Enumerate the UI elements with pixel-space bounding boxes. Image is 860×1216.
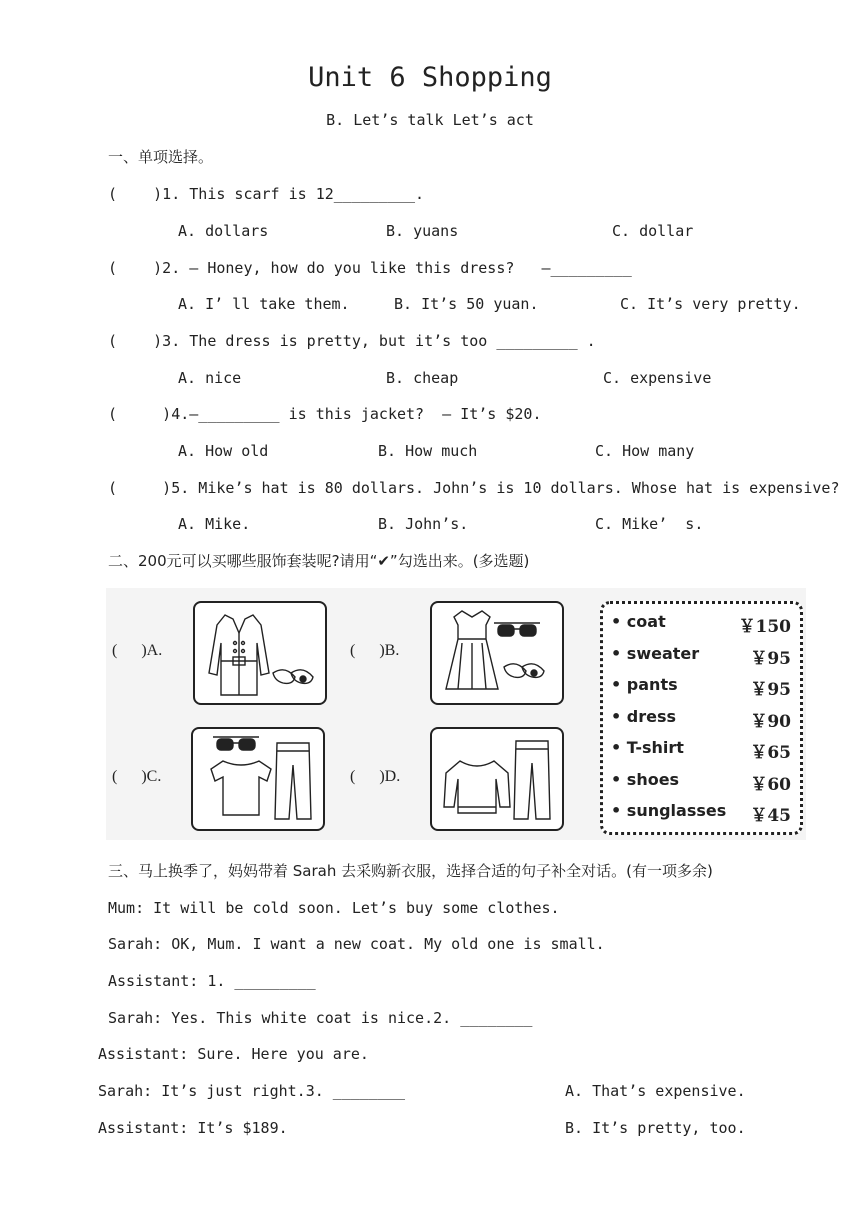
- choice-a-label: ( )A.: [112, 642, 163, 659]
- price-row-coat: [611, 612, 791, 642]
- dress-sunglasses-shoes-illustration: [432, 603, 562, 703]
- question-4-option-c: C. How many: [595, 442, 695, 460]
- question-1-option-a: A. dollars: [178, 222, 269, 240]
- question-3-stem: ( )3. The dress is pretty, but it’s too _________ .: [108, 332, 596, 350]
- page-title: Unit 6 Shopping: [308, 62, 552, 93]
- choice-d-picture: [430, 727, 564, 831]
- question-1-option-b: B. yuans: [386, 222, 459, 240]
- price-item-value: ￥65: [750, 743, 791, 763]
- price-item-name: • dress: [611, 707, 677, 726]
- question-2-option-c: C. It’s very pretty.: [620, 295, 801, 313]
- dialogue-line-4: Sarah: Yes. This white coat is nice.2. ________: [108, 1009, 533, 1027]
- question-5-option-c: C. Mike’ s.: [595, 515, 704, 533]
- question-5-stem: ( )5. Mike’s hat is 80 dollars. John’s is 10 dollars. Whose hat is expensive?: [108, 479, 840, 497]
- price-item-value: ￥45: [750, 806, 791, 826]
- price-row-pants: [611, 675, 791, 705]
- dialogue-line-2: Sarah: OK, Mum. I want a new coat. My old one is small.: [108, 935, 605, 953]
- price-row-dress: [611, 707, 791, 737]
- section1-heading: 一、单项选择。: [108, 148, 214, 166]
- price-item-name: • pants: [611, 675, 678, 694]
- question-1-stem: ( )1. This scarf is 12_________.: [108, 185, 425, 203]
- answer-option-a: A. That’s expensive.: [565, 1082, 746, 1100]
- choice-d-label: ( )D.: [350, 768, 401, 785]
- price-row-shoes: [611, 770, 791, 800]
- section3-heading: 三、马上换季了，妈妈带着 Sarah 去采购新衣服，选择合适的句子补全对话。(有一项多余): [108, 862, 713, 880]
- choice-c-picture: [191, 727, 325, 831]
- price-item-name: • coat: [611, 612, 666, 631]
- question-3-option-b: B. cheap: [386, 369, 459, 387]
- sunglasses-tshirt-pants-illustration: [193, 729, 323, 829]
- price-item-value: ￥90: [750, 712, 791, 732]
- choice-a-picture: [193, 601, 327, 705]
- price-row-tshirt: [611, 738, 791, 768]
- page-subtitle: B. Let’s talk Let’s act: [326, 111, 534, 129]
- question-4-stem: ( )4.—_________ is this jacket? — It’s $20.: [108, 405, 542, 423]
- choice-b-label: ( )B.: [350, 642, 400, 659]
- price-item-name: • sunglasses: [611, 801, 727, 820]
- dialogue-line-5: Assistant: Sure. Here you are.: [98, 1045, 369, 1063]
- section2-heading: 二、200元可以买哪些服饰套装呢?请用“✔”勾选出来。(多选题): [108, 552, 530, 570]
- coat-shoes-illustration: [195, 603, 325, 703]
- price-row-sunglasses: [611, 801, 791, 831]
- question-3-option-c: C. expensive: [603, 369, 712, 387]
- dialogue-line-7: Assistant: It’s $189.: [98, 1119, 288, 1137]
- price-row-sweater: [611, 644, 791, 674]
- price-item-value: ￥95: [750, 649, 791, 669]
- dialogue-line-1: Mum: It will be cold soon. Let’s buy some clothes.: [108, 899, 560, 917]
- price-item-value: ￥150: [738, 617, 791, 637]
- price-item-name: • T-shirt: [611, 738, 684, 757]
- price-item-value: ￥95: [750, 680, 791, 700]
- question-5-option-b: B. John’s.: [378, 515, 469, 533]
- price-item-value: ￥60: [750, 775, 791, 795]
- question-2-option-a: A. I’ ll take them.: [178, 295, 350, 313]
- price-item-name: • sweater: [611, 644, 700, 663]
- price-list: [600, 601, 803, 835]
- question-4-option-a: A. How old: [178, 442, 269, 460]
- question-4-option-b: B. How much: [378, 442, 478, 460]
- question-2-stem: ( )2. — Honey, how do you like this dress? —_________: [108, 259, 632, 277]
- choice-c-label: ( )C.: [112, 768, 162, 785]
- question-5-option-a: A. Mike.: [178, 515, 251, 533]
- dialogue-line-6: Sarah: It’s just right.3. ________: [98, 1082, 406, 1100]
- question-3-option-a: A. nice: [178, 369, 242, 387]
- question-1-option-c: C. dollar: [612, 222, 694, 240]
- sweater-pants-illustration: [432, 729, 562, 829]
- answer-option-b: B. It’s pretty, too.: [565, 1119, 746, 1137]
- choice-b-picture: [430, 601, 564, 705]
- dialogue-line-3: Assistant: 1. _________: [108, 972, 316, 990]
- price-item-name: • shoes: [611, 770, 680, 789]
- question-2-option-b: B. It’s 50 yuan.: [394, 295, 539, 313]
